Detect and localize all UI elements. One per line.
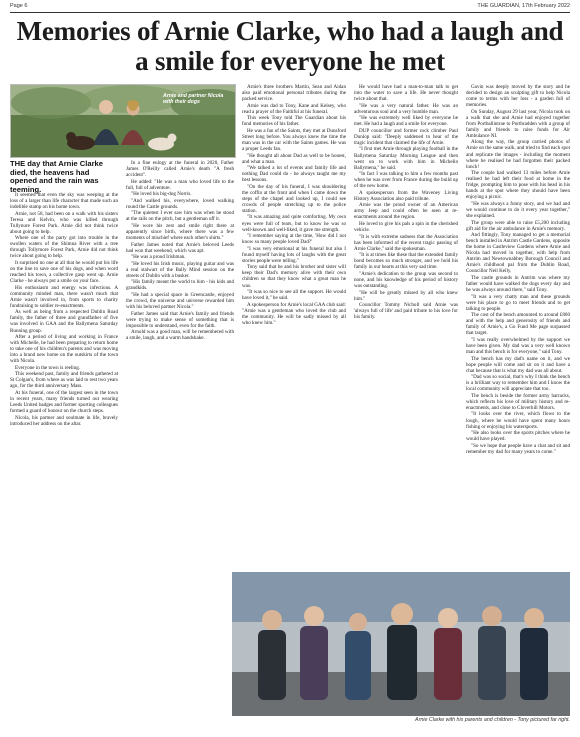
paragraph: "I was very emotional at his funeral but also I found myself having lots of laughs with the great stories people were telling." [242,245,346,264]
paragraph: Father James noted that Arnie's beloved Leeds had won that weekend, which was apt. [126,241,234,254]
paragraph: "I first met Arnie through playing football in the Ballymena Saturday Morning League and then went on to work with him in Michelin Ballymena," he said. [354,146,458,171]
paragraph: "He wore his zest and smile right there at apparently since birth, where there was a few moments of mischief where each other's shirts." [126,222,234,242]
paragraph: "I remember saying at the time, 'How did I not know so many people loved Dad?' [242,233,346,246]
paragraph: "He will be greatly missed by all who knew him." [354,289,458,302]
paragraph: "He loved his Irish music, playing guitar and was a real stalwart of the Bally Mind session on the streets of Dublin with a busker. [126,260,234,279]
paragraph: Arnie's three brothers Martin, Sean and Aidan also paid emotional personal tributes during the packed service. [242,84,346,103]
paragraph: "He was a very natural father. He was an adventurous soul and a very humble man. [354,102,458,115]
paragraph: It surprised no one at all that he would put his life on the line to save one of his dogs, and when word reached his town, a collective gasp went up. Arnie Clarke - he always put a smile on your face. [10,260,118,285]
paragraph: "He was extremely well liked by everyone he met. He had a laugh and a smile for everyone. [354,115,458,128]
paragraph: "It was amazing and quite comforting. My own eyes were full of tears, but to know he was so well-known and well-liked, it gave me strength. [242,214,346,233]
paragraph: "It was a very chatty man and these grounds were his place to go to meet friends and to get talking to people. [466,293,570,312]
paragraph: After a period of living and working in France with Michelle, he had been preparing to return home to take one of his children's parents and was moving into a brand new home on the outskirts of the town with Nicola. [10,334,118,365]
paragraph: He was a fan of the Saints, they met at Dunsford Street long before. You always knew the time the man was in the car with the Saints games. He was a proper Leeds fan. [242,127,346,152]
paragraph: "He was a proud Irishman. [131,254,186,261]
paragraph: "It is with extreme sadness that the Association has been informed of the recent tragic passing of Arnie Clarke," said the spokesman. [354,233,458,252]
photo-caption: Arnie and partner Nicola with their dogs [163,93,224,105]
paragraph: Tony said that he and his brother and sister will keep their Dad's memory alive with their own children so that they know what a great man he was. [242,264,346,289]
paragraph: As well as being from a respected Dublin Road family, the father of three and grandfather of five was involved in GAA and the Ballymena Saturday Running group. [10,309,118,334]
paragraph: Along the way, the group carried photos of Arnie on the same walk, and tried to find each spot and replicate the images - including the moment where he realised he had forgotten their packed lunch! [466,139,570,170]
family-photo-illustration [232,572,570,716]
family-photo-caption: Arnie Clarke with his parents and children - Tony pictured far right. [415,717,570,723]
paragraph: "He had a special space in Greencastle, enjoyed the crowd, the universe and universe rewarded him with his beloved partner Nicola." [126,291,234,311]
paragraph: This weekend past, family and friends gathered at St Colgan's, from where as was laid to rest two years ago, for the third anniversary Mass. [10,371,118,390]
paragraph: "And walked his, everywhere, loved walking round the Castle grounds. [126,197,234,210]
column-2 [126,160,234,724]
paragraph: "So we hope that people have a chat and sit and remember my dad for many years to come." [466,442,570,455]
standfirst: THE day that Arnie Clarke died, the heavens had opened and the rain was teeming. [10,159,103,194]
paragraph: The castle grounds in Antrim was where my father would have walked the dogs every day and he was always around there," said Tony. [466,274,570,294]
page-number: Page 6 [10,3,28,9]
paragraph: "It is at times like these that the extended family bond becomes so much stronger, and we hold his family in our hearts at this very sad time. [354,252,458,271]
photo-family [232,572,570,716]
paragraph: Arnie was the proud owner of an American army Jeep and could often be seen at re-enactments around the region. [354,202,458,221]
paragraph: Nicola, his partner and soulmate in life, bravely introduced her address on the altar. [10,414,118,427]
paragraph: On Sunday, August 29 last year, Nicola took on a walk that she and Arnie had enjoyed together from Portballintrae to Portbradden with a group of family and friends to raise funds for Air Ambulance NI. [466,108,570,139]
paragraph: His enthusiasm and energy was infectious. A community minded man, there wasn't much that Arnie wasn't involved in, from sports to charity fundraising to soldier re-enactments. [10,284,118,309]
paragraph: Arnie, not 58, had been on a walk with his sisters Teresa and Kelvin, who was killed through Tullynure Forest Park. Arnie did not think twice about going to help. [10,210,118,235]
paragraph: The group were able to raise £5,200 including gift aid for the air ambulance in Arnie's memory. [466,219,570,232]
paragraph: "Dad was so social, that's why I think the bench is a brilliant way to remember him and I know the local community will appreciate that too. [466,374,570,393]
paragraph: It seemed that even the sky was weeping at the loss of a larger than life character that made such an indelible stamp on his home town. [10,192,118,211]
masthead-date: THE GUARDIAN, 17th February 2022 [477,3,570,9]
paragraph: The couple had walked 13 miles before Arnie realised he had left their food at home in the fridge, prompting him to pose with his head in his hands at the spot where they should have been enjoying a picnic. [466,170,570,201]
paragraph: A spokesperson from the Waveney Living History Association also paid tribute. [354,189,458,202]
column-5 [466,84,570,568]
paragraph: The cost of the bench amounted to around £800 and with the help and generosity of friends and family of Arnie's, a Go Fund Me page surpassed that target. [466,312,570,337]
headline: Memories of Arnie Clarke, who had a laugh and a smile for everyone he met [16,16,564,76]
paragraph: Father James said that Arnie's family and friends were trying to make sense of something that is impossible to understand, even for the faith. [126,310,234,329]
paragraph: And fittingly, Tony managed to get a memorial bench installed in Antrim Castle Gardens, opposite the home in Castleview Gardens where Arnie and Nicola had moved in together, with help from Antrim and Newtownabbey Borough Council and Arnie's childhood pal from the Dublin Road, Councillor Neil Kelly. [466,232,570,275]
paragraph: He would have had a man-to-man talk to get into the water to save a life. He never thought twice about that. [354,84,458,103]
paragraph: "The quietest I ever saw him was when he stood at the rails on the pitch, but a gentleman off it. [126,210,234,223]
top-rule [10,12,570,13]
paragraph: "He loved his big-dog Norris. [131,191,192,198]
paragraph: "It was so nice to see all the support. He would have loved it," he said. [242,289,346,302]
paragraph: "He also looks over the sports pitches where he would have played. [466,430,570,443]
paragraph: Where one of the party got into trouble in the swollen waters of the Shimna River with a tree through Tollymore Forest Park, Arnie did not think twice about going to help. [10,235,118,260]
paragraph: The bench has my dad's name on it, and we hope people will come and sit on it and have a chat because that is what my dad was all about. [466,355,570,374]
paragraph: Gavin was deeply moved by the story and he decided to design an sculpting gift to help Nicola come to terms with her loss - a garden full of memories. [466,84,570,109]
paragraph: "We talked a lot of events and family life and nothing Dad could do - he always taught me my best lessons. [242,165,346,184]
paragraph: Arnold was a good man, will be remembered with a smile, laugh, and a warm handshake. [126,329,234,342]
paragraph: This week Tony told The Guardian about his fond memories of his father. [242,115,346,128]
paragraph: A spokesperson for Arnie's local GAA club said: "Arnie was a gentleman who loved the club and the community. He will be sadly missed by all who knew him." [242,301,346,326]
paragraph: "His family meant the world to him - his kids and grandkids. [126,279,234,292]
paragraph: The bench is beside the former army barracks, which reflects his love of military history and re-enactments, and close to Cloverhill Motors. [466,392,570,411]
paragraph: "He thought all about Dad as well to be honest, and what a man. [242,152,346,165]
paragraph: He added: "He was a man who loved life to the full, full of adventure. [126,178,234,191]
paragraph: DUP councillor and former rock climber Paul Dunlop said: "Deeply saddened to hear of the tragic incident that claimed the life of Arnie. [354,127,458,146]
paragraph: "In fact I was talking to him a few months past when he was over from France during the build up of the new home. [354,171,458,190]
paragraph: Arnie was dad to Tony, Kane and Kelsey, who read a prayer of the Faithful at his funeral. [242,102,346,115]
column-1 [10,192,118,724]
paragraph: "He was always a funny story, and we had and we would continue to do it every year together," she explained. [466,200,570,219]
column-4 [354,84,458,568]
paragraph: He loved to give his pals a spin in the cherished vehicle. [354,221,458,234]
paragraph: Everyone in the town is reeling. [15,364,81,371]
paragraph: At his funeral, one of the largest seen in the town in recent years, many friends turned out wearing Leeds United badges and former sporting colleagues formed a guard of honour on the church steps. [10,390,118,415]
paragraph: In a fine eulogy at the funeral in 2020, Father James O'Reilly called Arnie's death "A fresh accident". [126,160,234,179]
paragraph: "On the day of his funeral, I was shouldering the coffin at the front and when I came down the steps of the chapel and looked up, I could see crowds of people stretching up to the police station. [242,183,346,214]
paragraph: Councillor Tommy Nicholl said Arnie was 'always full of life' and paid tribute to his love for his family. [354,302,458,321]
paragraph: "Arnie's dedication to the group was second to none, and his knowledge of his period of history was outstanding. [354,270,458,289]
paragraph: "I was really overwhelmed by the support we have been given. My dad was a very well known man and this bench is for everyone," said Tony. [466,336,570,356]
column-3 [242,84,346,568]
paragraph: "It looks over the river, which flows to the lough, where he would have spent many hours fishing or enjoying his watersports. [466,411,570,430]
